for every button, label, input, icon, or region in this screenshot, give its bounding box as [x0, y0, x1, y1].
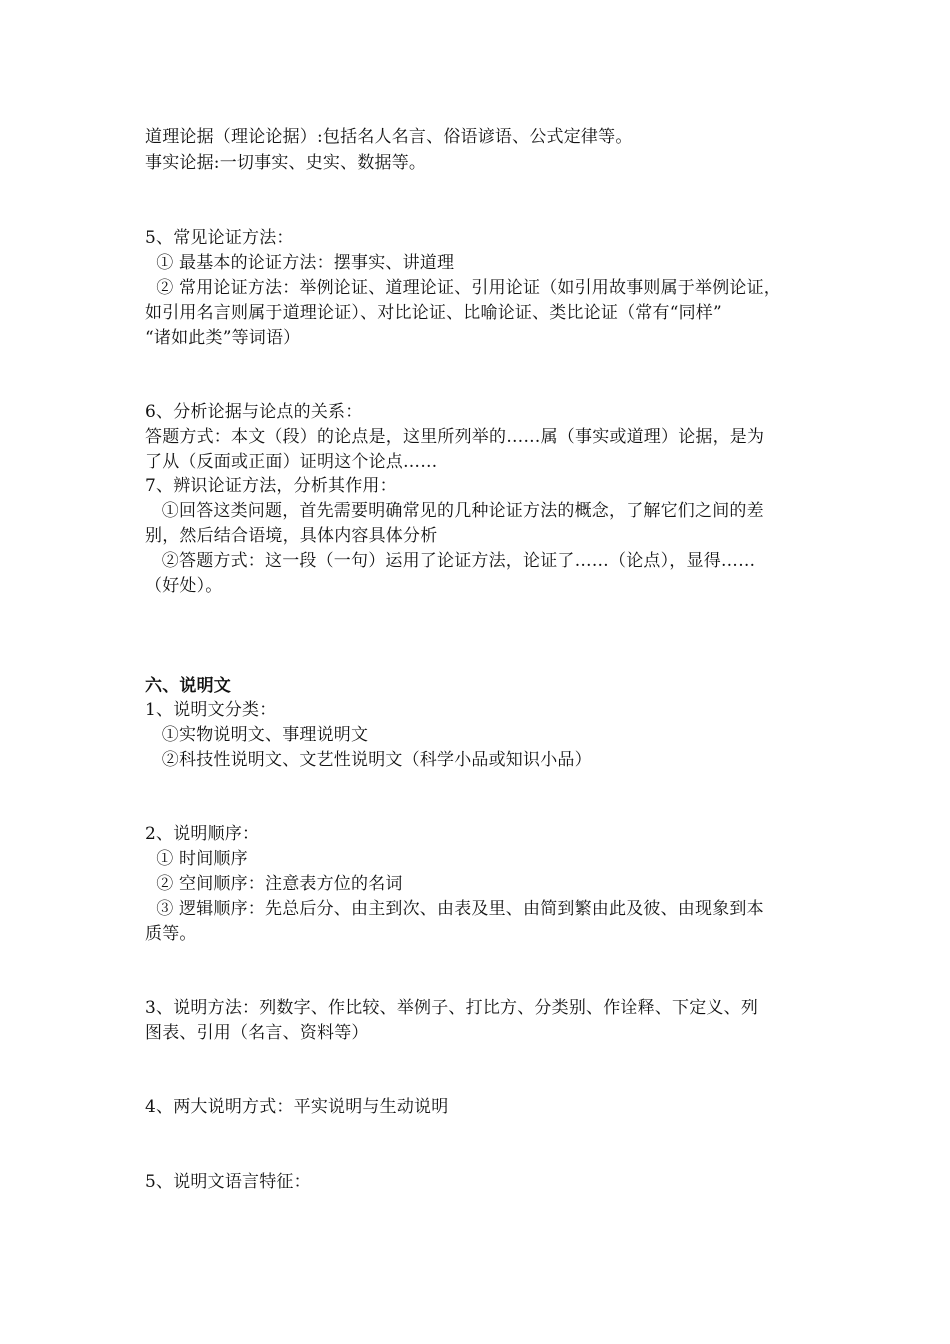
list-item: ①实物说明文、事理说明文: [145, 725, 369, 745]
list-item: ②答题方式：这一段（一句）运用了论证方法，论证了……（论点），显得……: [145, 551, 756, 571]
list-item: ②科技性说明文、文艺性说明文（科学小品或知识小品）: [145, 750, 592, 770]
chapter-heading: 六、说明文: [145, 676, 231, 696]
text-line: 道理论据（理论论据）:包括名人名言、俗语谚语、公式定律等。: [145, 127, 633, 147]
text-line: 图表、引用（名言、资料等）: [145, 1023, 369, 1043]
section-title: 6、分析论据与论点的关系：: [145, 402, 363, 422]
list-item: ② 空间顺序：注意表方位的名词: [145, 874, 403, 894]
section-title: 1、说明文分类：: [145, 700, 277, 720]
text-line: 答题方式：本文（段）的论点是，这里所列举的……属（事实或道理）论据，是为: [145, 427, 765, 447]
list-item: ① 时间顺序: [145, 849, 248, 869]
text-line: “诸如此类”等词语）: [145, 328, 301, 348]
text-line: （好处）。: [145, 576, 223, 596]
text-line: 了从（反面或正面）证明这个论点……: [145, 452, 438, 472]
section-title: 5、常见论证方法：: [145, 228, 294, 248]
section-title: 5、说明文语言特征：: [145, 1172, 311, 1192]
section-title: 4、两大说明方式：平实说明与生动说明: [145, 1097, 449, 1117]
section-title: 7、辨识论证方法，分析其作用：: [145, 476, 397, 496]
list-item: ② 常用论证方法：举例论证、道理论证、引用论证（如引用故事则属于举例论证，: [145, 278, 782, 298]
list-item: ③ 逻辑顺序：先总后分、由主到次、由表及里、由简到繁由此及彼、由现象到本: [145, 899, 764, 919]
text-line: 别，然后结合语境，具体内容具体分析: [145, 526, 438, 546]
section-title: 2、说明顺序：: [145, 824, 260, 844]
text-line: 质等。: [145, 924, 197, 944]
text-line: 事实论据:一切事实、史实、数据等。: [145, 153, 427, 173]
list-item: ①回答这类问题，首先需要明确常见的几种论证方法的概念，了解它们之间的差: [145, 501, 764, 521]
list-item: ① 最基本的论证方法：摆事实、讲道理: [145, 253, 455, 273]
text-line: 如引用名言则属于道理论证）、对比论证、比喻论证、类比论证（常有“同样”: [145, 303, 722, 323]
section-title: 3、说明方法：列数字、作比较、举例子、打比方、分类别、作诠释、下定义、列: [145, 998, 759, 1018]
